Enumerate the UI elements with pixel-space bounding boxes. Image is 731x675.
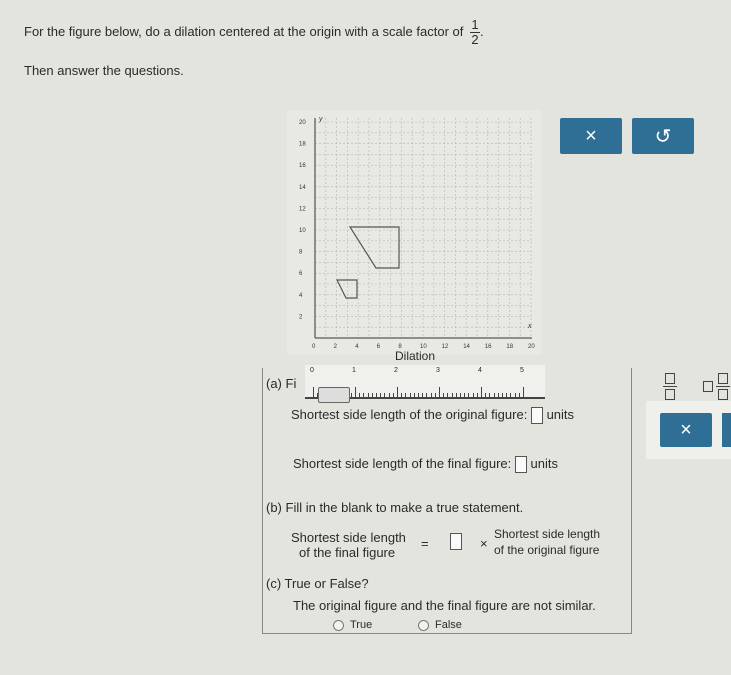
x-tick-label: 10 <box>420 344 427 350</box>
scale-factor-fraction <box>470 18 480 47</box>
x-tick-label: 4 <box>355 344 359 350</box>
y-tick-label: 18 <box>299 141 306 148</box>
false-label: False <box>435 619 462 631</box>
x-tick-label: 18 <box>506 344 514 350</box>
q1-units: units <box>546 407 575 422</box>
ruler-label: 1 <box>352 367 356 374</box>
part-b-right-top: Shortest side length <box>494 527 601 541</box>
q1-answer-input[interactable] <box>531 407 543 424</box>
clear-button[interactable]: × <box>560 118 622 154</box>
x-tick-label: 2 <box>333 344 337 350</box>
part-a-q2 <box>293 456 558 473</box>
y-tick-label: 4 <box>299 292 303 299</box>
x-tick-label: 16 <box>484 344 492 350</box>
ruler-label: 3 <box>436 367 440 374</box>
true-label: True <box>350 619 373 631</box>
fraction-template-icon[interactable] <box>663 373 677 400</box>
prompt-punct: . <box>480 23 484 39</box>
x-tick-label: 8 <box>398 344 402 350</box>
false-radio[interactable] <box>418 620 429 631</box>
side-clear-button[interactable]: × <box>660 413 712 447</box>
q2-text: Shortest side length of the final figure: <box>293 456 512 471</box>
ruler-label: 0 <box>310 367 314 374</box>
part-b-label: (b) Fill in the blank to make a true statement. <box>266 500 524 515</box>
q2-answer-input[interactable] <box>515 456 527 473</box>
mixed-number-template-icon[interactable] <box>703 373 730 400</box>
true-option[interactable] <box>333 619 372 631</box>
y-tick-label: 14 <box>299 184 306 191</box>
y-tick-label: 10 <box>299 228 306 234</box>
fraction-numerator: 1 <box>471 17 479 32</box>
y-tick-label: 8 <box>299 249 303 256</box>
prompt-line-2: Then answer the questions. <box>24 63 184 78</box>
x-tick-label: 12 <box>441 344 449 350</box>
x-axis-label: x <box>528 323 532 330</box>
y-tick-label: 16 <box>299 163 306 170</box>
x-tick-label: 6 <box>376 344 381 350</box>
part-a-q1 <box>291 407 574 424</box>
part-c-statement: The original figure and the final figure are not similar. <box>293 598 596 613</box>
y-tick-label: 6 <box>299 271 303 278</box>
part-b-answer-input[interactable] <box>450 533 462 550</box>
x-tick-label: 20 <box>528 344 535 350</box>
part-b-left-top: Shortest side length <box>291 530 406 545</box>
side-next-button[interactable] <box>722 413 731 447</box>
x-tick-label: 0 <box>312 344 316 350</box>
part-b-times: × <box>480 536 488 551</box>
ruler-label: 4 <box>478 367 482 374</box>
x-tick-label: 14 <box>463 344 470 350</box>
ruler-label: 5 <box>520 367 524 374</box>
prompt-line-1 <box>24 18 484 47</box>
y-axis-label: y <box>319 116 323 123</box>
y-tick-label: 12 <box>299 206 306 213</box>
ruler-label: 2 <box>394 367 398 374</box>
coordinate-graph[interactable] <box>287 110 541 355</box>
part-a-label: (a) Fi <box>266 376 297 391</box>
q2-units: units <box>530 456 558 471</box>
y-tick-label: 2 <box>299 314 303 321</box>
true-radio[interactable] <box>333 620 344 631</box>
prompt-text: For the figure below, do a dilation centered at the origin with a scale factor of <box>24 23 464 39</box>
y-tick-label: 20 <box>299 120 306 126</box>
undo-button[interactable]: ↺ <box>632 118 694 154</box>
q1-text: Shortest side length of the original figure: <box>291 407 528 422</box>
part-b-equals: = <box>421 536 429 551</box>
dilation-tool-title: Dilation <box>395 349 436 363</box>
part-b-right-bottom: of the original figure <box>494 543 600 557</box>
part-b-left-bottom: of the final figure <box>299 545 396 560</box>
part-c-label: (c) True or False? <box>266 576 369 591</box>
false-option[interactable] <box>418 619 462 631</box>
fraction-denominator: 2 <box>471 32 479 47</box>
